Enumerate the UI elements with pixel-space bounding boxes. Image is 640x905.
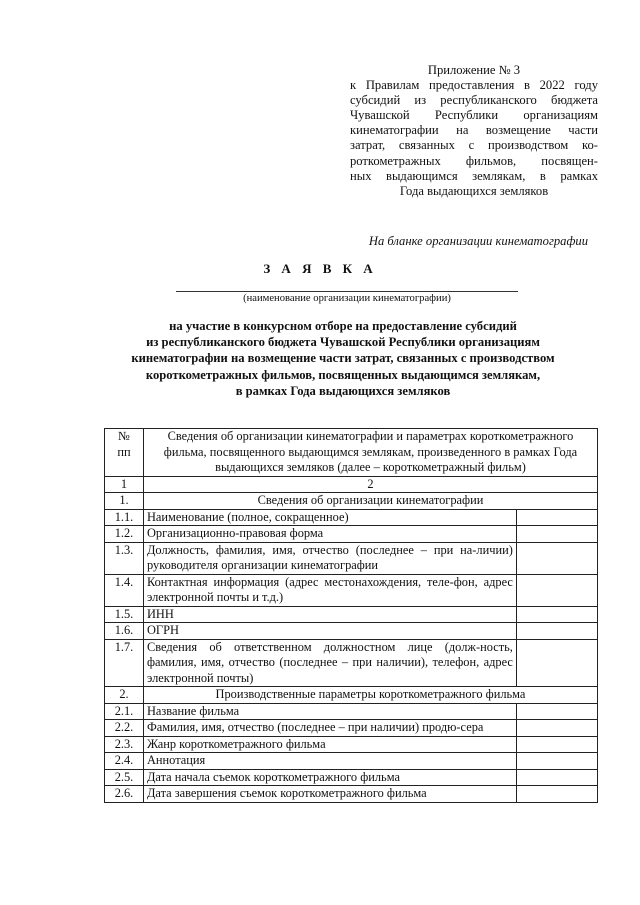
table-index-row: [105, 476, 598, 493]
row-label: Наименование (полное, сокращенное): [143, 509, 516, 526]
row-number: 1.5.: [105, 606, 144, 623]
row-value-cell[interactable]: [516, 606, 597, 623]
letterhead-note: На бланке организации кинематографии: [368, 234, 588, 248]
table-body: [105, 493, 598, 803]
table-row: [105, 606, 598, 623]
table-row: [105, 574, 598, 606]
row-label: Организационно-правовая форма: [143, 526, 516, 543]
row-number: 1.6.: [105, 623, 144, 640]
row-number: 1.4.: [105, 574, 144, 606]
application-table: [104, 428, 598, 803]
row-label: Дата начала съемок короткометражного фильма: [143, 769, 516, 786]
row-label: ИНН: [143, 606, 516, 623]
table-row: [105, 509, 598, 526]
subject-line: короткометражных фильмов, посвященных выдающимся землякам,: [145, 367, 541, 382]
section-title: Производственные параметры короткометражного фильма: [143, 687, 597, 704]
row-label: Название фильма: [143, 703, 516, 720]
table-row: [105, 526, 598, 543]
row-value-cell[interactable]: [516, 574, 597, 606]
appendix-line: Чувашской Республики организациям: [350, 108, 598, 123]
table-row: [105, 720, 598, 737]
appendix-line: ных выдающимся землякам, в рамках: [350, 168, 598, 183]
row-label: Должность, фамилия, имя, отчество (последнее – при на-личии) руководителя организации кинематографии: [143, 542, 516, 574]
table-header-row: [105, 429, 598, 477]
appendix-line: субсидий из республиканского бюджета: [350, 93, 598, 108]
row-number: 1.3.: [105, 542, 144, 574]
row-label: Сведения об ответственном должностном лице (долж-ность, фамилия, имя, отчество (последнее – при наличии), телефон, адрес электронной почты): [143, 639, 516, 687]
row-value-cell[interactable]: [516, 769, 597, 786]
row-value-cell[interactable]: [516, 703, 597, 720]
row-number: 2.6.: [105, 786, 144, 803]
org-name-caption: (наименование организации кинематографии): [243, 293, 451, 304]
row-value-cell[interactable]: [516, 509, 597, 526]
subject-line: на участие в конкурсном отборе на предоставление субсидий: [169, 319, 517, 333]
table-row: [105, 623, 598, 640]
appendix-line: роткометражных фильмов, посвящен-: [350, 153, 598, 168]
subject-line: из республиканского бюджета Чувашской Республики организациям: [146, 335, 540, 350]
appendix-line: Года выдающихся земляков: [399, 183, 549, 198]
row-value-cell[interactable]: [516, 786, 597, 803]
appendix-line: кинематографии на возмещение части: [350, 123, 598, 138]
row-label: Дата завершения съемок короткометражного фильма: [143, 786, 516, 803]
header-description: Сведения об организации кинематографии и параметрах короткометражного фильма, посвященного выдающимся землякам, произведенного в рамках Года выдающихся земляков (далее – короткометражный фильм): [143, 429, 597, 477]
table-row: [105, 736, 598, 753]
row-number: 1.7.: [105, 639, 144, 687]
row-value-cell[interactable]: [516, 753, 597, 770]
row-number: 2.2.: [105, 720, 144, 737]
row-number: 2.4.: [105, 753, 144, 770]
application-subject: [100, 318, 586, 399]
org-name-line: [176, 291, 518, 292]
section-title: Сведения об организации кинематографии: [143, 493, 597, 510]
appendix-line: к Правилам предоставления в 2022 году: [350, 78, 598, 93]
appendix-line: затрат, связанных с производством ко-: [350, 138, 598, 153]
row-label: Контактная информация (адрес местонахождения, теле-фон, адрес электронной почты и т.д.): [143, 574, 516, 606]
row-value-cell[interactable]: [516, 720, 597, 737]
row-value-cell[interactable]: [516, 736, 597, 753]
row-number: 1.1.: [105, 509, 144, 526]
table-section-row: [105, 493, 598, 510]
table-row: [105, 703, 598, 720]
table-row: [105, 639, 598, 687]
table-row: [105, 753, 598, 770]
subject-line: в рамках Года выдающихся земляков: [235, 383, 451, 398]
index-1: 1: [105, 476, 144, 493]
row-value-cell[interactable]: [516, 623, 597, 640]
appendix-block: [350, 63, 598, 199]
row-number: 2.5.: [105, 769, 144, 786]
table-row: [105, 786, 598, 803]
row-number: 2.3.: [105, 736, 144, 753]
table-section-row: [105, 687, 598, 704]
row-number: 1.2.: [105, 526, 144, 543]
table-row: [105, 769, 598, 786]
appendix-number: Приложение № 3: [427, 63, 521, 77]
row-value-cell[interactable]: [516, 542, 597, 574]
row-label: Жанр короткометражного фильма: [143, 736, 516, 753]
subject-line: кинематографии на возмещение части затрат, связанных с производством: [131, 351, 555, 366]
row-number: 2.: [105, 687, 144, 704]
header-number: № пп: [105, 429, 144, 477]
table-row: [105, 542, 598, 574]
row-label: Фамилия, имя, отчество (последнее – при наличии) продю-сера: [143, 720, 516, 737]
row-number: 1.: [105, 493, 144, 510]
index-2: 2: [143, 476, 597, 493]
document-title: З А Я В К А: [263, 261, 377, 276]
row-label: ОГРН: [143, 623, 516, 640]
row-number: 2.1.: [105, 703, 144, 720]
row-value-cell[interactable]: [516, 639, 597, 687]
row-value-cell[interactable]: [516, 526, 597, 543]
row-label: Аннотация: [143, 753, 516, 770]
